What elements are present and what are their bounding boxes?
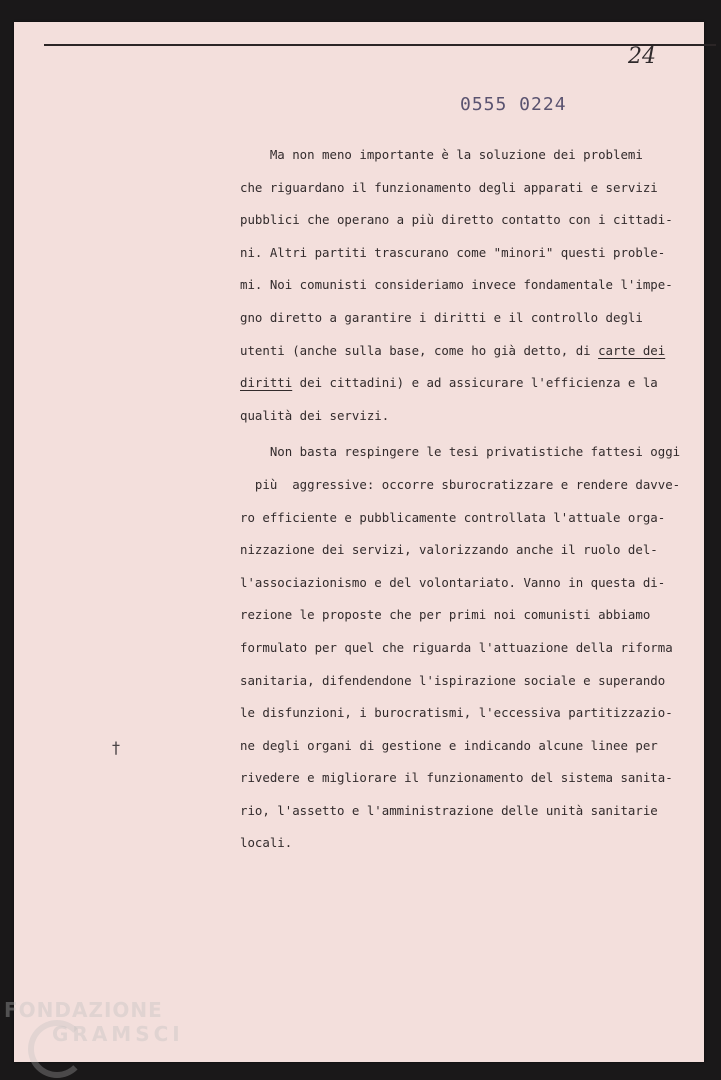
text-segment: dei cittadini) e ad assicurare l'efficienza e la: [292, 375, 658, 391]
paragraph-2: [240, 436, 681, 860]
text-line: [240, 335, 666, 368]
text-line: ni. Altri partiti trascurano come "minori" questi proble-: [240, 244, 666, 260]
top-rule: [44, 44, 716, 46]
text-line: ro efficiente e pubblicamente controllata l'attuale orga-: [240, 509, 666, 525]
text-line: Non basta respingere le tesi privatistiche fattesi oggi: [240, 444, 681, 460]
page-number: 24: [628, 44, 656, 69]
text-line: mi. Noi comunisti consideriamo invece fondamentale l'impe-: [240, 277, 673, 293]
text-line: qualità dei servizi.: [240, 407, 390, 423]
text-line: ne degli organi di gestione e indicando alcune linee per: [240, 737, 658, 753]
text-line: gno diretto a garantire i diritti e il controllo degli: [240, 309, 643, 325]
text-line: le disfunzioni, i burocratismi, l'eccessiva partitizzazio-: [240, 705, 673, 721]
body-text: [240, 139, 681, 860]
underlined-text: diritti: [240, 375, 293, 391]
margin-mark: †: [112, 738, 120, 757]
text-line: rio, l'assetto e l'amministrazione delle unità sanitarie: [240, 802, 658, 818]
text-line: Ma non meno importante è la soluzione dei problemi: [240, 147, 643, 162]
watermark-line-1: FONDAZIONE: [4, 998, 163, 1022]
paragraph-1: [240, 139, 673, 432]
text-line: pubblici che operano a più diretto contatto con i cittadi-: [240, 212, 673, 228]
text-line: rezione le proposte che per primi noi comunisti abbiamo: [240, 607, 651, 623]
text-line: che riguardano il funzionamento degli apparati e servizi: [240, 179, 658, 195]
text-line: sanitaria, difendendone l'ispirazione sociale e superando: [240, 672, 666, 688]
text-segment: utenti (anche sulla base, come ho già detto, di: [240, 342, 599, 358]
text-line: formulato per quel che riguarda l'attuazione della riforma: [240, 639, 673, 655]
text-line: rivedere e migliorare il funzionamento del sistema sanita-: [240, 770, 673, 786]
text-line: più aggressive: occorre sburocratizzare e rendere davve-: [240, 476, 681, 492]
text-line: [240, 367, 660, 400]
text-line: l'associazionismo e del volontariato. Vanno in questa di-: [240, 574, 666, 590]
text-line: locali.: [240, 835, 293, 851]
underlined-text: carte dei: [598, 342, 666, 358]
document-code: 0555 0224: [460, 94, 567, 115]
watermark: [4, 1000, 184, 1044]
watermark-line-2: GRAMSCI: [52, 1022, 184, 1046]
text-line: nizzazione dei servizi, valorizzando anche il ruolo del-: [240, 542, 658, 558]
